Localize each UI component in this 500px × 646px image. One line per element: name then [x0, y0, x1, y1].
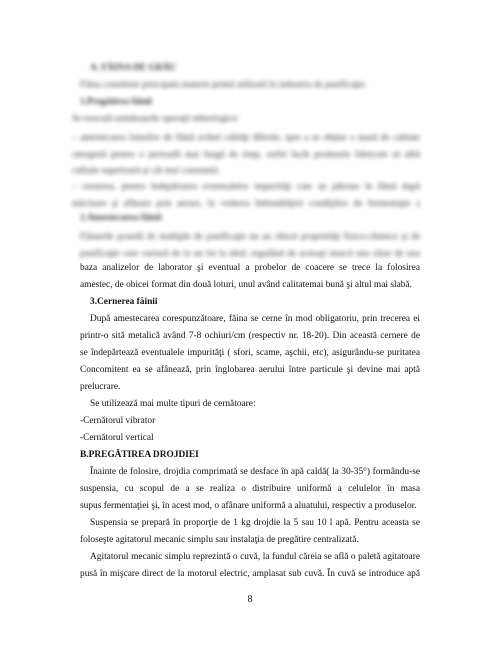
- blurred-paragraph: Făinurile posedă de multiple de panificaţie nu au obicei proprietăţi fizico-chimice şi de panificaţie care variază de la un lot la altul, regulând de aceeaşi mască una chiar de una: [80, 232, 420, 259]
- blurred-text-region: [0, 0, 500, 268]
- page-number: 8: [247, 594, 253, 605]
- text-line: După amestecarea corespunzătoare, făina se cerne în mod obligatoriu, prin trecerea ei: [90, 314, 420, 324]
- text-line: Concomitent ea se afânează, prin înglobarea aerului între particule şi devine mai aptă: [80, 365, 420, 375]
- text-line: pusă în mişcare direct de la motorul electric, amplasat sub cuvă. În cuvă se introduce apă: [80, 569, 420, 579]
- text-line: -Cernătorul vibrator: [80, 416, 156, 426]
- text-line: prelucrare.: [80, 382, 121, 392]
- text-line: Se utilizează mai multe tipuri de cernătoare:: [90, 399, 256, 409]
- text-line: foloseşte agitatorul mecanic simplu sau instalaţia de pregătire centralizată.: [80, 535, 359, 545]
- text-line: Înainte de folosire, drojdia comprimată se desface în apă caldă( la 30-35°) formându-se: [90, 467, 420, 477]
- blurred-paragraph: 2.Amestecarea făinii: [80, 213, 162, 223]
- text-line: Suspensia se prepară în proporţie de 1 kg drojdie la 5 sau 10 l apă. Pentru aceasta se: [90, 518, 420, 528]
- text-line: Agitatorul mecanic simplu reprezintă o cuvă, la fundul căreia se află o paletă agitatoare: [90, 552, 420, 562]
- section-heading: 3.Cernerea făinii: [90, 297, 158, 307]
- blurred-paragraph: Se execută următoarele operaţii tehnologice:: [72, 114, 240, 124]
- blurred-paragraph: 1.Pregătirea făinii: [80, 97, 153, 107]
- blurred-paragraph: Făina constituie principala materie primă utilizată în industria de panificaţie.: [80, 80, 367, 90]
- text-line: supus fermentaţiei şi, în acest mod, o afânare uniformă a aluatului, respectiv a produselor.: [80, 501, 417, 511]
- text-line: amestec, de obicei format din două loturi, unul având calitatemai bună şi altul mai slabă.: [80, 280, 412, 290]
- text-line: -Cernătorul vertical: [80, 433, 154, 443]
- blurred-paragraph: A. FĂINA DE GRÂU: [90, 63, 176, 73]
- blurred-paragraph: – cernerea, pentru îndepărtarea eventualelor impurităţi care au pătruns în făină după măcinare şi afânare prin aerare, în vederea îmbunătăţirii condiţiilor de fermentaţie a: [72, 182, 420, 209]
- text-line: baza analizelor de laborator şi eventual a probelor de coacere se trece la folosirea: [80, 263, 420, 273]
- text-line: printr-o sită metalică având 7-8 ochiuri/cm (respectiv nr. 18-20). Din această cernere de: [80, 331, 420, 341]
- text-line: suspensia, cu scopul de a se realiza o distribuire uniformă a celulelor în masa: [80, 484, 420, 494]
- section-heading: B.PREGĂTIREA DROJDIEI: [80, 450, 199, 460]
- text-line: se îndepărtează eventualele impurităţi ( sfori, scame, aşchii, etc), asigurându-se puritatea: [80, 348, 420, 358]
- blurred-paragraph: – amestecarea loturilor de făină având calităţi diferite, spre a se obţine o masă de calitate omogenă pentru o perioadă mai lungă de timp, astfel încât produsele fabricate să aibă calitate superioară şi cât mai constantă;: [72, 133, 420, 176]
